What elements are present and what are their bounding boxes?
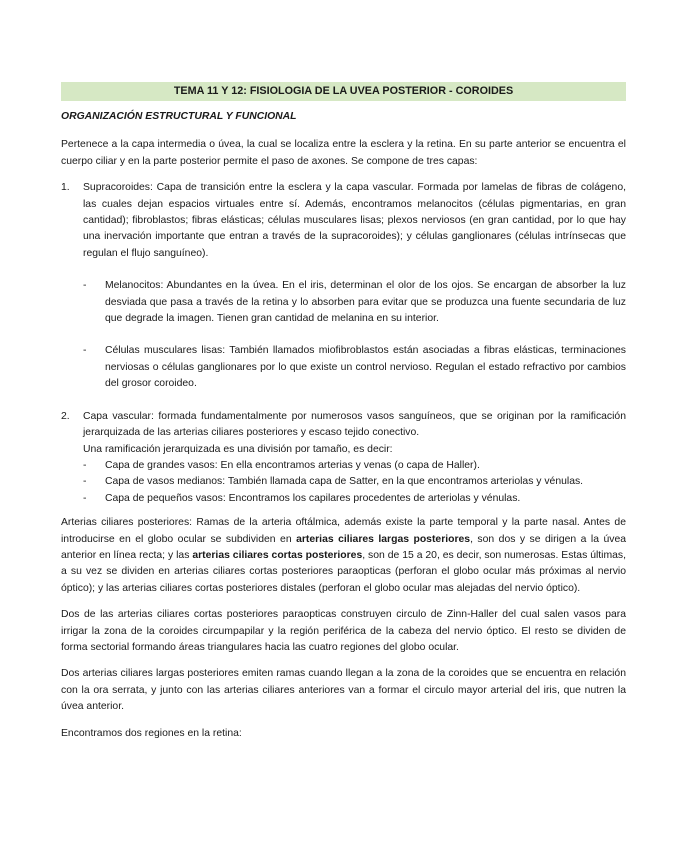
dash-bullet: - (83, 459, 87, 471)
arteries-paragraph: Arterias ciliares posteriores: Ramas de la arteria oftálmica, además existe la parte temporal y la parte nasal. Antes de introducirse en el globo ocular se subdividen en arterias ciliares largas posteriores, son dos y se dirigen a la úvea anterior en línea recta; y las arterias ciliares cortas posteriores, son de 15 a 20, es decir, son numerosas. Estas últimas, a su vez se dividen en arterias ciliares cortas posteriores paraopticas (perforan el globo ocular más próximas al nervio óptico); y las arterias ciliares cortas posteriores distales (perforan el globo ocular mas alejadas del nervio óptico). (61, 517, 627, 594)
dash-bullet: - (83, 345, 87, 357)
dash-bullet: - (83, 492, 87, 504)
subitem-celulas-musculares (61, 343, 626, 392)
layer-text: Capa vascular: formada fundamentalmente por numerosos vasos sanguíneos, que se originan por la ramificación jerarquizada de las arterias ciliares posteriores y escaso tejido conectivo. (83, 410, 626, 439)
layer-text: Supracoroides: Capa de transición entre la esclera y la capa vascular. Formada por lamelas de fibras de colágeno, las cuales dejan espacios virtuales entre sí. Además, encontramos melanocitos (células pigmentarias, en gran cantidad); fibroblastos; fibras elásticas; células musculares lisas; plexos nerviosos (en gran cantidad, por lo que hay una inervación importante que entran a través de la supracoroides); y células ganglionares (células intrínsecas que regulan el flujo sanguíneo). (83, 182, 626, 259)
subitem-text: Melanocitos: Abundantes en la úvea. En el iris, determinan el olor de los ojos. Se encargan de absorber la luz desviada que pasa a través de la retina y lo absorben para evitar que se produzca una fuente secundaria de luz que degrade la imagen. Tienen gran cantidad de melanina en su interior. (105, 280, 626, 325)
circulo-mayor-paragraph: Dos arterias ciliares largas posteriores emiten ramas cuando llegan a la zona de la coroides que se encuentra en relación con la ora serrata, y junto con las arterias ciliares anteriores van a formar el circulo mayor arterial del iris, que nutren la úvea anterior. (61, 668, 626, 713)
bold-term-cortas: arterias ciliares cortas posteriores (192, 549, 363, 561)
document-page (61, 82, 626, 752)
zinn-haller-paragraph: Dos de las arterias ciliares cortas posteriores paraopticas construyen circulo de Zinn-Haller del cual salen vasos para irrigar la zona de la coroides circumpapilar y la región periférica de la cabeza del nervio óptico. El resto se dividen de forma sectorial formando áreas triangulares hacia las cuatro regiones del globo ocular. (61, 609, 626, 653)
regions-paragraph: Encontramos dos regiones en la retina: (61, 727, 242, 739)
subitem-melanocitos (61, 278, 626, 327)
dash-bullet: - (83, 476, 87, 488)
division-intro: Una ramificación jerarquizada es una división por tamaño, es decir: (83, 443, 393, 455)
layer-item-capa-vascular (61, 409, 626, 442)
section-title: ORGANIZACIÓN ESTRUCTURAL Y FUNCIONAL (61, 111, 297, 122)
subitem-text: Capa de pequeños vasos: Encontramos los capilares procedentes de arteriolas y vénulas. (105, 492, 521, 504)
subitem-text: Capa de vasos medianos: También llamada capa de Satter, en la que encontramos arteriolas y vénulas. (105, 476, 584, 488)
dash-bullet: - (83, 280, 87, 292)
document-title: TEMA 11 Y 12: FISIOLOGIA DE LA UVEA POSTERIOR - COROIDES (61, 82, 626, 101)
subitem-pequenos-vasos (61, 491, 626, 507)
layer-item-supracoroides (61, 180, 626, 262)
bold-term-largas: arterias ciliares largas posteriores (296, 533, 471, 545)
intro-paragraph: Pertenece a la capa intermedia o úvea, la cual se localiza entre la esclera y la retina. En su parte anterior se encuentra el cuerpo ciliar y en la parte posterior permite el paso de axones. Se compone de tres capas: (61, 139, 626, 167)
subitem-grandes-vasos (61, 458, 626, 474)
layer-number: 2. (61, 410, 70, 422)
subitem-vasos-medianos (61, 474, 626, 490)
subitem-text: Capa de grandes vasos: En ella encontramos arterias y venas (o capa de Haller). (105, 459, 480, 471)
layer-number: 1. (61, 182, 70, 194)
subitem-text: Células musculares lisas: También llamados miofibroblastos están asociadas a fibras elásticas, terminaciones nerviosas o células ganglionares por lo que existe un control nervioso. Regulan el estado refractivo por cambios del grosor coroideo. (105, 345, 626, 390)
